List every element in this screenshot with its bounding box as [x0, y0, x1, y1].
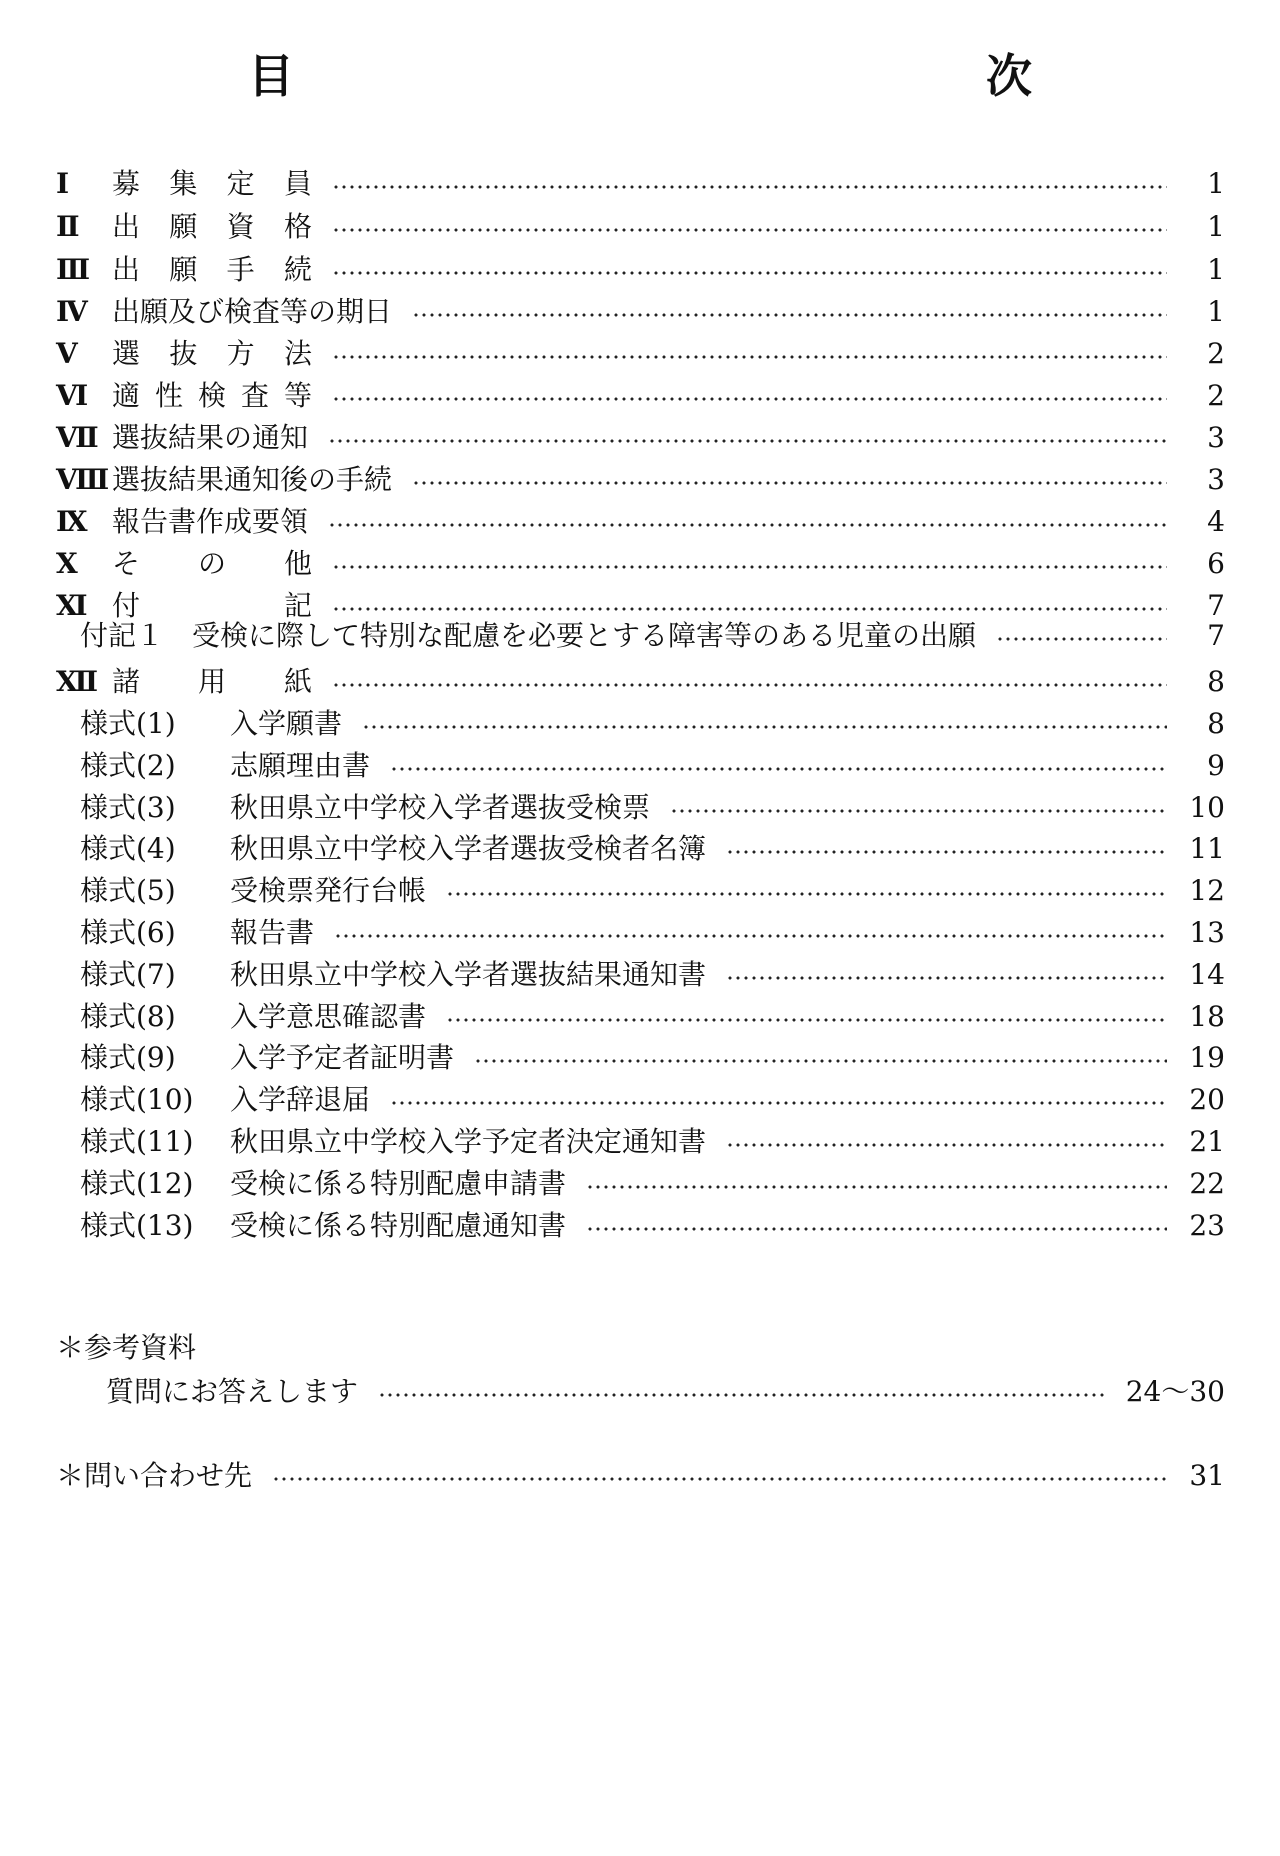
form-number: 様式(11)	[80, 1125, 194, 1158]
dot-leader	[332, 185, 1167, 189]
dot-leader	[446, 1018, 1167, 1022]
contact-entry[interactable]	[56, 1454, 1225, 1498]
form-label: 入学意思確認書	[230, 999, 427, 1033]
appendix-label: 付記１ 受検に際して特別な配慮を必要とする障害等のある児童の出願	[80, 619, 977, 652]
reference-label: 質問にお答えします	[106, 1375, 359, 1408]
form-label: 秋田県立中学校入学予定者決定通知書	[230, 1125, 707, 1158]
contact-label: ＊問い合わせ先	[56, 1459, 253, 1492]
toc-entry-form[interactable]	[80, 911, 1225, 955]
form-label: 入学願書	[230, 707, 343, 740]
page-number: 3	[1207, 463, 1225, 496]
dot-leader	[328, 439, 1167, 443]
toc-entry-section[interactable]	[56, 332, 1225, 376]
dot-leader	[378, 1393, 1108, 1397]
toc-entry-form[interactable]	[80, 1078, 1225, 1122]
section-label: 選抜結果の通知	[112, 421, 309, 454]
form-number: 様式(2)	[80, 748, 176, 782]
section-number: Ⅴ	[56, 337, 78, 370]
page-number: 21	[1189, 1125, 1225, 1158]
section-number: Ⅳ	[56, 295, 88, 328]
dot-leader	[726, 1143, 1167, 1147]
page-number: 24～30	[1125, 1375, 1225, 1408]
section-label: 出 願 資 格	[112, 210, 312, 243]
form-number: 様式(10)	[80, 1083, 194, 1117]
form-number: 様式(1)	[80, 707, 176, 740]
reference-heading: ＊参考資料	[56, 1331, 197, 1364]
page-number: 1	[1207, 167, 1225, 200]
toc-entry-form[interactable]	[80, 953, 1225, 997]
dot-leader	[272, 1477, 1167, 1481]
dot-leader	[996, 637, 1167, 641]
section-number: Ⅺ	[56, 589, 88, 622]
section-label: 選抜結果通知後の手続	[112, 463, 393, 496]
section-label: 出願及び検査等の期日	[112, 295, 393, 328]
section-number: Ⅱ	[56, 210, 80, 243]
page-number: 10	[1189, 790, 1225, 824]
form-label: 秋田県立中学校入学者選抜受検者名簿	[230, 832, 707, 866]
toc-entry-form[interactable]	[80, 1120, 1225, 1164]
form-number: 様式(13)	[80, 1208, 194, 1242]
page-number: 6	[1207, 547, 1225, 580]
section-label: 選 抜 方 法	[112, 337, 312, 370]
page-number: 1	[1207, 210, 1225, 243]
page-number: 19	[1189, 1041, 1225, 1075]
toc-entry-form[interactable]	[80, 1204, 1225, 1248]
toc-entry-form[interactable]	[80, 827, 1225, 871]
toc-entry-form[interactable]	[80, 744, 1225, 788]
dot-leader	[332, 271, 1167, 275]
dot-leader	[586, 1185, 1167, 1189]
toc-entry-form[interactable]	[80, 702, 1225, 746]
form-number: 様式(7)	[80, 957, 176, 991]
form-number: 様式(9)	[80, 1041, 176, 1075]
section-label: 募 集 定 員	[112, 167, 312, 200]
toc-entry-forms-section[interactable]	[56, 660, 1225, 704]
page-number: 9	[1207, 748, 1225, 782]
section-label: そ の 他	[112, 547, 312, 580]
page-number: 14	[1189, 957, 1225, 991]
dot-leader	[726, 976, 1167, 980]
page-number: 1	[1207, 253, 1225, 286]
section-number: Ⅶ	[56, 421, 99, 454]
dot-leader	[332, 228, 1167, 232]
section-number: Ⅲ	[56, 253, 91, 286]
dot-leader	[362, 725, 1167, 729]
toc-entry-section[interactable]	[56, 290, 1225, 334]
dot-leader	[390, 1101, 1167, 1105]
page-number: 4	[1207, 505, 1225, 538]
page-number: 2	[1207, 379, 1225, 412]
toc-entry-section[interactable]	[56, 458, 1225, 502]
toc-entry-form[interactable]	[80, 995, 1225, 1039]
page-number: 7	[1207, 589, 1225, 622]
page-number: 13	[1189, 916, 1225, 949]
dot-leader	[332, 565, 1167, 569]
toc-entry-section[interactable]	[56, 162, 1225, 206]
page-number: 31	[1189, 1459, 1225, 1492]
section-label: 報告書作成要領	[112, 505, 309, 538]
page-number: 11	[1189, 832, 1225, 866]
toc-entry-section[interactable]	[56, 205, 1225, 249]
form-number: 様式(6)	[80, 916, 176, 949]
dot-leader	[332, 355, 1167, 359]
toc-entry-section[interactable]	[56, 500, 1225, 544]
page-number: 12	[1189, 874, 1225, 908]
section-number: Ⅷ	[56, 463, 110, 496]
dot-leader	[332, 607, 1167, 611]
form-number: 様式(8)	[80, 999, 176, 1033]
section-number: Ⅹ	[56, 547, 78, 580]
dot-leader	[332, 397, 1167, 401]
form-number: 様式(4)	[80, 832, 176, 866]
dot-leader	[412, 481, 1167, 485]
dot-leader	[412, 313, 1167, 317]
dot-leader	[332, 683, 1167, 687]
appendix-entry[interactable]	[80, 614, 1225, 658]
dot-leader	[586, 1227, 1167, 1231]
page-number: 2	[1207, 337, 1225, 370]
dot-leader	[390, 767, 1167, 771]
toc-entry-form[interactable]	[80, 1036, 1225, 1080]
form-label: 報告書	[230, 916, 315, 949]
form-label: 志願理由書	[230, 748, 371, 782]
reference-entry[interactable]	[106, 1370, 1225, 1414]
toc-entry-form[interactable]	[80, 1162, 1225, 1206]
form-number: 様式(12)	[80, 1166, 194, 1200]
section-number: Ⅻ	[56, 665, 99, 698]
toc-entry-section[interactable]	[56, 542, 1225, 586]
page-number: 1	[1207, 295, 1225, 328]
form-label: 入学辞退届	[230, 1083, 371, 1117]
form-label: 入学予定者証明書	[230, 1041, 455, 1075]
section-number: Ⅵ	[56, 379, 89, 412]
form-label: 受検に係る特別配慮通知書	[230, 1208, 567, 1242]
dot-leader	[334, 934, 1167, 938]
section-label: 出 願 手 続	[112, 253, 312, 286]
toc-entry-section[interactable]	[56, 416, 1225, 460]
dot-leader	[726, 850, 1167, 854]
dot-leader	[670, 809, 1167, 813]
toc-entry-section[interactable]	[56, 248, 1225, 292]
page-title: 目 次	[248, 49, 1232, 103]
page-number: 22	[1189, 1166, 1225, 1200]
toc-entry-form[interactable]	[80, 786, 1225, 830]
section-label: 付 記	[112, 589, 312, 622]
form-label: 秋田県立中学校入学者選抜受検票	[230, 790, 651, 824]
dot-leader	[474, 1059, 1167, 1063]
page-number: 8	[1207, 665, 1225, 698]
form-label: 受検に係る特別配慮申請書	[230, 1166, 567, 1200]
form-number: 様式(3)	[80, 790, 176, 824]
page-number: 20	[1189, 1083, 1225, 1117]
page-number: 23	[1189, 1208, 1225, 1242]
page-number: 8	[1207, 707, 1225, 740]
section-label: 適 性 検 査 等	[112, 379, 312, 412]
dot-leader	[328, 523, 1167, 527]
form-number: 様式(5)	[80, 874, 176, 908]
toc-entry-section[interactable]	[56, 374, 1225, 418]
page-number: 18	[1189, 999, 1225, 1033]
section-number: Ⅰ	[56, 167, 70, 200]
page-number: 7	[1207, 619, 1225, 652]
dot-leader	[446, 892, 1167, 896]
section-number: Ⅸ	[56, 505, 88, 538]
form-label: 秋田県立中学校入学者選抜結果通知書	[230, 957, 707, 991]
toc-entry-form[interactable]	[80, 869, 1225, 913]
page-number: 3	[1207, 421, 1225, 454]
section-label: 諸 用 紙	[112, 665, 312, 698]
form-label: 受検票発行台帳	[230, 874, 427, 908]
